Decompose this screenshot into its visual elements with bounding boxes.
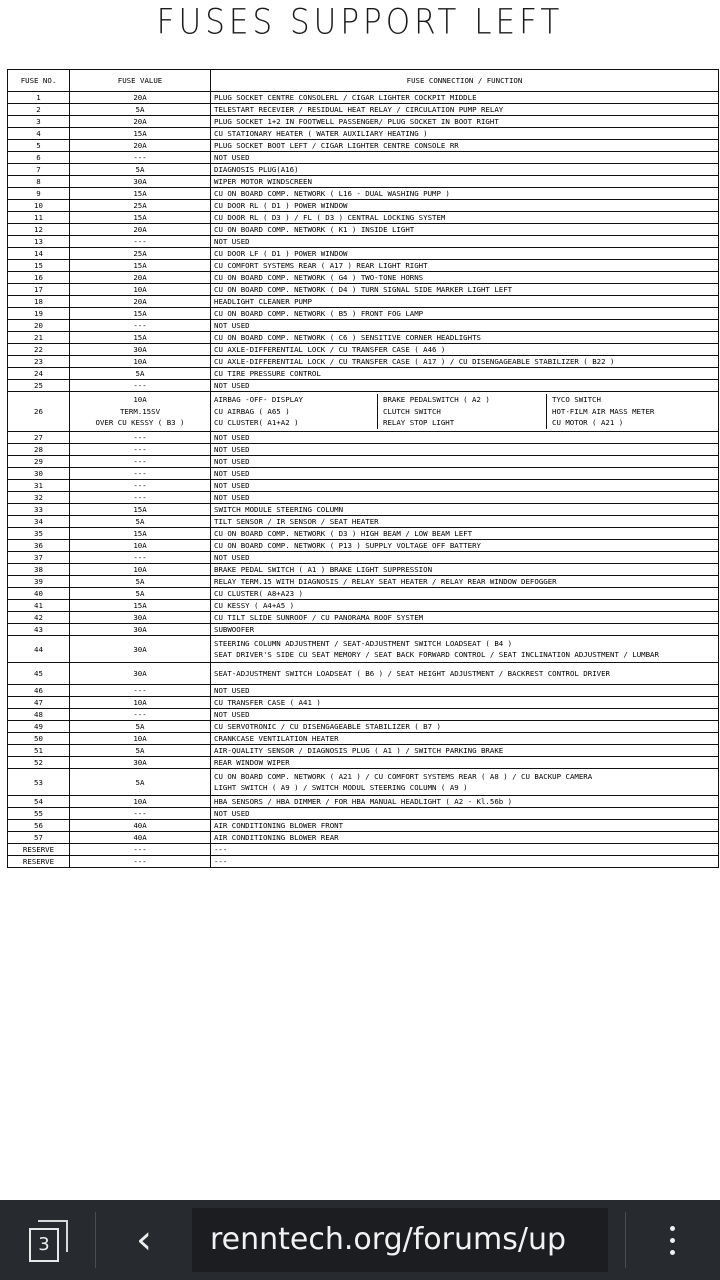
function-group (546, 394, 715, 429)
fuse-value: --- (70, 709, 211, 721)
fuse-function: AIR CONDITIONING BLOWER FRONT (211, 820, 719, 832)
fuse-number: 19 (8, 308, 70, 320)
fuse-value: --- (70, 492, 211, 504)
fuse-value: --- (70, 844, 211, 856)
table-row (8, 140, 719, 152)
fuse-number: 52 (8, 757, 70, 769)
table-header-row (8, 70, 719, 92)
fuse-number: 39 (8, 576, 70, 588)
fuse-function: NOT USED (211, 444, 719, 456)
function-line: CU AIRBAG ( A65 ) (214, 406, 290, 416)
fuse-value-line: 10A (133, 395, 147, 405)
function-line: TYCO SWITCH (552, 395, 601, 405)
fuse-function: TELESTART RECEVIER / RESIDUAL HEAT RELAY / CIRCULATION PUMP RELAY (211, 104, 719, 116)
table-row (8, 697, 719, 709)
fuse-value: 10A (70, 564, 211, 576)
fuse-number: 35 (8, 528, 70, 540)
table-row (8, 844, 719, 856)
fuse-number: 57 (8, 832, 70, 844)
overflow-menu-button[interactable] (660, 1218, 684, 1262)
table-row (8, 832, 719, 844)
fuse-number: 37 (8, 552, 70, 564)
fuse-number: 9 (8, 188, 70, 200)
fuse-value: 30A (70, 176, 211, 188)
table-row (8, 320, 719, 332)
fuse-function: NOT USED (211, 152, 719, 164)
fuse-number: 4 (8, 128, 70, 140)
fuse-function: CRANKCASE VENTILATION HEATER (211, 733, 719, 745)
table-row (8, 528, 719, 540)
table-row (8, 296, 719, 308)
fuse-value-line: OVER CU KESSY ( B3 ) (95, 418, 185, 428)
fuse-value: --- (70, 480, 211, 492)
header-fuse-connection: FUSE CONNECTION / FUNCTION (211, 70, 719, 92)
fuse-function: CU ON BOARD COMP. NETWORK ( C6 ) SENSITIVE CORNER HEADLIGHTS (211, 332, 719, 344)
fuse-function: CU DOOR RL ( D3 ) / FL ( D3 ) CENTRAL LOCKING SYSTEM (211, 212, 719, 224)
fuse-value: 5A (70, 164, 211, 176)
table-row (8, 757, 719, 769)
fuse-number: 33 (8, 504, 70, 516)
fuse-number: 6 (8, 152, 70, 164)
table-row (8, 576, 719, 588)
fuse-value: 5A (70, 576, 211, 588)
fuse-value: 15A (70, 504, 211, 516)
fuse-value: --- (70, 685, 211, 697)
fuse-value: 10A (70, 733, 211, 745)
fuse-value: 10A (70, 284, 211, 296)
address-bar[interactable] (192, 1208, 608, 1272)
fuse-number: RESERVE (8, 856, 70, 868)
fuse-number: 48 (8, 709, 70, 721)
fuse-number: 3 (8, 116, 70, 128)
fuse-function: NOT USED (211, 380, 719, 392)
fuse-table-container (7, 69, 718, 868)
menu-dot-icon (670, 1226, 675, 1231)
fuse-number: 25 (8, 380, 70, 392)
table-row (8, 733, 719, 745)
table-row (8, 480, 719, 492)
fuse-number: 42 (8, 612, 70, 624)
table-row (8, 552, 719, 564)
fuse-number: 16 (8, 272, 70, 284)
fuse-function: CU DOOR RL ( D1 ) POWER WINDOW (211, 200, 719, 212)
table-row (8, 624, 719, 636)
table-row (8, 284, 719, 296)
fuse-function (211, 769, 719, 796)
fuse-function: SEAT-ADJUSTMENT SWITCH LOADSEAT ( B6 ) / SEAT HEIGHT ADJUSTMENT / BACKREST CONTROL DRIVER (211, 663, 719, 685)
fuse-function: CU SERVOTRONIC / CU DISENGAGEABLE STABILIZER ( B7 ) (211, 721, 719, 733)
function-line: CU CLUSTER( A1+A2 ) (214, 418, 299, 428)
fuse-function: CU ON BOARD COMP. NETWORK ( B5 ) FRONT FOG LAMP (211, 308, 719, 320)
fuse-number: 2 (8, 104, 70, 116)
fuse-value: 20A (70, 296, 211, 308)
fuse-number: 53 (8, 769, 70, 796)
table-row (8, 176, 719, 188)
fuse-value (70, 392, 211, 432)
fuse-value: 30A (70, 612, 211, 624)
fuse-number: 41 (8, 600, 70, 612)
fuse-number: 12 (8, 224, 70, 236)
fuse-value: 10A (70, 796, 211, 808)
fuse-value: 15A (70, 260, 211, 272)
fuse-number: 23 (8, 356, 70, 368)
fuse-number: 21 (8, 332, 70, 344)
fuse-function: CU COMFORT SYSTEMS REAR ( A17 ) REAR LIGHT RIGHT (211, 260, 719, 272)
fuse-value: 25A (70, 200, 211, 212)
fuse-value: 40A (70, 820, 211, 832)
page-title: FUSES SUPPORT LEFT (156, 2, 564, 43)
fuse-number: 28 (8, 444, 70, 456)
table-row (8, 721, 719, 733)
fuse-function: CU DOOR LF ( D1 ) POWER WINDOW (211, 248, 719, 260)
fuse-function: CU ON BOARD COMP. NETWORK ( P13 ) SUPPLY VOLTAGE OFF BATTERY (211, 540, 719, 552)
fuse-number: 26 (8, 392, 70, 432)
fuse-value: 5A (70, 769, 211, 796)
fuse-number: 47 (8, 697, 70, 709)
fuse-number: 32 (8, 492, 70, 504)
fuse-number: 31 (8, 480, 70, 492)
fuse-function: NOT USED (211, 456, 719, 468)
fuse-function: CU CLUSTER( A8+A23 ) (211, 588, 719, 600)
table-row (8, 188, 719, 200)
table-row (8, 212, 719, 224)
table-row (8, 820, 719, 832)
menu-dot-icon (670, 1238, 675, 1243)
table-row (8, 380, 719, 392)
fuse-function: NOT USED (211, 320, 719, 332)
fuse-number: 29 (8, 456, 70, 468)
table-row (8, 504, 719, 516)
browser-bottom-bar (0, 1200, 720, 1280)
fuse-value: --- (70, 236, 211, 248)
table-row (8, 540, 719, 552)
fuse-function: CU ON BOARD COMP. NETWORK ( L16 - DUAL WASHING PUMP ) (211, 188, 719, 200)
fuse-number: 14 (8, 248, 70, 260)
fuse-function: DIAGNOSIS PLUG(A16) (211, 164, 719, 176)
fuse-number: 46 (8, 685, 70, 697)
fuse-number: 54 (8, 796, 70, 808)
fuse-function (211, 636, 719, 663)
table-row (8, 260, 719, 272)
fuse-value: 10A (70, 356, 211, 368)
menu-dot-icon (670, 1250, 675, 1255)
table-row (8, 600, 719, 612)
fuse-value: --- (70, 444, 211, 456)
fuse-function: CU KESSY ( A4+A5 ) (211, 600, 719, 612)
header-fuse-no: FUSE NO. (8, 70, 70, 92)
back-button[interactable] (126, 1218, 162, 1262)
fuse-value: 10A (70, 540, 211, 552)
table-row (8, 368, 719, 380)
fuse-value: 5A (70, 721, 211, 733)
fuse-number: 8 (8, 176, 70, 188)
fuse-value: 15A (70, 600, 211, 612)
fuse-number: 43 (8, 624, 70, 636)
table-row (8, 92, 719, 104)
fuse-function: NOT USED (211, 709, 719, 721)
fuse-function: NOT USED (211, 480, 719, 492)
fuse-function: BRAKE PEDAL SWITCH ( A1 ) BRAKE LIGHT SUPPRESSION (211, 564, 719, 576)
tab-count: 3 (29, 1228, 59, 1262)
table-row (8, 856, 719, 868)
fuse-value: 25A (70, 248, 211, 260)
fuse-function: CU TRANSFER CASE ( A41 ) (211, 697, 719, 709)
fuse-number: 11 (8, 212, 70, 224)
table-row (8, 344, 719, 356)
fuse-function: NOT USED (211, 552, 719, 564)
divider (625, 1212, 626, 1268)
fuse-value: 20A (70, 272, 211, 284)
function-line: HOT-FILM AIR MASS METER (552, 406, 655, 416)
fuse-number: 49 (8, 721, 70, 733)
fuse-number: 56 (8, 820, 70, 832)
fuse-number: 17 (8, 284, 70, 296)
table-row (8, 796, 719, 808)
fuse-function: HEADLIGHT CLEANER PUMP (211, 296, 719, 308)
table-row (8, 685, 719, 697)
fuse-number: 51 (8, 745, 70, 757)
fuse-value: 30A (70, 757, 211, 769)
function-line: LIGHT SWITCH ( A9 ) / SWITCH MODUL STEERING COLUMN ( A9 ) (214, 783, 468, 792)
fuse-function: PLUG SOCKET CENTRE CONSOLERL / CIGAR LIGHTER COCKPIT MIDDLE (211, 92, 719, 104)
fuse-number: 13 (8, 236, 70, 248)
table-row (8, 745, 719, 757)
fuse-number: 34 (8, 516, 70, 528)
function-line: CU ON BOARD COMP. NETWORK ( A21 ) / CU COMFORT SYSTEMS REAR ( A8 ) / CU BACKUP CAMERA (214, 771, 593, 781)
fuse-value: 15A (70, 212, 211, 224)
table-row (8, 663, 719, 685)
table-row (8, 356, 719, 368)
table-row (8, 456, 719, 468)
url-text: renntech.org/forums/up (210, 1222, 567, 1257)
fuse-value: 5A (70, 368, 211, 380)
fuse-value: --- (70, 456, 211, 468)
fuse-value: 15A (70, 528, 211, 540)
fuse-value-line: TERM.15SV (119, 406, 161, 416)
fuse-function: CU STATIONARY HEATER ( WATER AUXILIARY HEATING ) (211, 128, 719, 140)
fuse-number: 5 (8, 140, 70, 152)
fuse-function: CU ON BOARD COMP. NETWORK ( D4 ) TURN SIGNAL SIDE MARKER LIGHT LEFT (211, 284, 719, 296)
fuse-number: 38 (8, 564, 70, 576)
fuse-number: 44 (8, 636, 70, 663)
table-row (8, 808, 719, 820)
table-row (8, 224, 719, 236)
table-row (8, 104, 719, 116)
fuse-value: --- (70, 552, 211, 564)
fuse-value: --- (70, 380, 211, 392)
table-row (8, 516, 719, 528)
table-row (8, 564, 719, 576)
fuse-number: 7 (8, 164, 70, 176)
fuse-value: 20A (70, 116, 211, 128)
function-line: SEAT DRIVER'S SIDE CU SEAT MEMORY / SEAT BACK FORWARD CONTROL / SEAT INCLINATION ADJUSTMENT / LUMBAR (214, 650, 659, 659)
divider (95, 1212, 96, 1268)
fuse-value: 40A (70, 832, 211, 844)
fuse-number: 30 (8, 468, 70, 480)
fuse-number: 45 (8, 663, 70, 685)
function-group (214, 394, 377, 429)
fuse-value: 10A (70, 697, 211, 709)
table-row (8, 612, 719, 624)
table-row (8, 152, 719, 164)
fuse-value: 30A (70, 624, 211, 636)
fuse-value: 5A (70, 104, 211, 116)
fuse-function: NOT USED (211, 432, 719, 444)
fuse-function: AIR-QUALITY SENSOR / DIAGNOSIS PLUG ( A1 ) / SWITCH PARKING BRAKE (211, 745, 719, 757)
chevron-left-icon: ‹ (136, 1217, 152, 1263)
function-line: CLUTCH SWITCH (383, 406, 441, 416)
fuse-number: 27 (8, 432, 70, 444)
table-row (8, 116, 719, 128)
fuse-number: 15 (8, 260, 70, 272)
table-row (8, 332, 719, 344)
fuse-value: 15A (70, 128, 211, 140)
fuse-number: 18 (8, 296, 70, 308)
fuse-function: NOT USED (211, 492, 719, 504)
fuse-function: CU ON BOARD COMP. NETWORK ( G4 ) TWO-TONE HORNS (211, 272, 719, 284)
table-row (8, 164, 719, 176)
fuse-number: 10 (8, 200, 70, 212)
fuse-table (7, 69, 719, 868)
function-line: AIRBAG -OFF- DISPLAY (214, 395, 303, 405)
fuse-function: AIR CONDITIONING BLOWER REAR (211, 832, 719, 844)
table-row (8, 588, 719, 600)
fuse-value: 15A (70, 188, 211, 200)
fuse-value: 5A (70, 745, 211, 757)
fuse-function: --- (211, 856, 719, 868)
fuse-number: 1 (8, 92, 70, 104)
fuse-value: --- (70, 808, 211, 820)
header-fuse-value: FUSE VALUE (70, 70, 211, 92)
fuse-function: NOT USED (211, 468, 719, 480)
fuse-function: CU AXLE-DIFFERENTIAL LOCK / CU TRANSFER CASE ( A46 ) (211, 344, 719, 356)
fuse-function: SUBWOOFER (211, 624, 719, 636)
fuse-function: CU AXLE-DIFFERENTIAL LOCK / CU TRANSFER CASE ( A17 ) / CU DISENGAGEABLE STABILIZER ( B22 ) (211, 356, 719, 368)
fuse-function (211, 392, 719, 432)
fuse-number: 36 (8, 540, 70, 552)
fuse-value: 30A (70, 663, 211, 685)
table-row (8, 468, 719, 480)
fuse-value: 15A (70, 332, 211, 344)
fuse-value: --- (70, 468, 211, 480)
fuse-function: HBA SENSORS / HBA DIMMER / FOR HBA MANUAL HEADLIGHT ( A2 - Kl.56b ) (211, 796, 719, 808)
fuse-value: 15A (70, 308, 211, 320)
table-row (8, 272, 719, 284)
fuse-value: 20A (70, 140, 211, 152)
fuse-number: 24 (8, 368, 70, 380)
fuse-function: NOT USED (211, 808, 719, 820)
fuse-value: 30A (70, 344, 211, 356)
fuse-value: --- (70, 320, 211, 332)
fuse-value: 5A (70, 588, 211, 600)
table-row (8, 444, 719, 456)
function-line: RELAY STOP LIGHT (383, 418, 455, 428)
fuse-function: SWITCH MODULE STEERING COLUMN (211, 504, 719, 516)
fuse-number: 22 (8, 344, 70, 356)
fuse-function: CU TIRE PRESSURE CONTROL (211, 368, 719, 380)
fuse-function: PLUG SOCKET 1+2 IN FOOTWELL PASSENGER/ PLUG SOCKET IN BOOT RIGHT (211, 116, 719, 128)
function-line: BRAKE PEDALSWITCH ( A2 ) (383, 395, 490, 405)
table-row (8, 769, 719, 796)
fuse-function: WIPER MOTOR WINDSCREEN (211, 176, 719, 188)
fuse-function: PLUG SOCKET BOOT LEFT / CIGAR LIGHTER CENTRE CONSOLE RR (211, 140, 719, 152)
fuse-number: 55 (8, 808, 70, 820)
fuse-value: --- (70, 152, 211, 164)
fuse-number: 40 (8, 588, 70, 600)
fuse-function: CU TILT SLIDE SUNROOF / CU PANORAMA ROOF SYSTEM (211, 612, 719, 624)
function-line: CU MOTOR ( A21 ) (552, 418, 624, 428)
fuse-function: --- (211, 844, 719, 856)
table-row (8, 492, 719, 504)
fuse-function: CU ON BOARD COMP. NETWORK ( D3 ) HIGH BEAM / LOW BEAM LEFT (211, 528, 719, 540)
fuse-value: --- (70, 432, 211, 444)
fuse-number: RESERVE (8, 844, 70, 856)
table-row (8, 236, 719, 248)
fuse-value: 20A (70, 92, 211, 104)
tabs-button[interactable] (26, 1220, 70, 1264)
fuse-value: --- (70, 856, 211, 868)
fuse-function: CU ON BOARD COMP. NETWORK ( K1 ) INSIDE LIGHT (211, 224, 719, 236)
function-group (377, 394, 546, 429)
table-row (8, 432, 719, 444)
table-row (8, 200, 719, 212)
fuse-function: REAR WINDOW WIPER (211, 757, 719, 769)
fuse-value: 5A (70, 516, 211, 528)
fuse-function: NOT USED (211, 685, 719, 697)
fuse-value: 30A (70, 636, 211, 663)
fuse-number: 20 (8, 320, 70, 332)
table-row (8, 128, 719, 140)
table-row (8, 709, 719, 721)
table-row (8, 248, 719, 260)
fuse-number: 50 (8, 733, 70, 745)
fuse-function: RELAY TERM.15 WITH DIAGNOSIS / RELAY SEAT HEATER / RELAY REAR WINDOW DEFOGGER (211, 576, 719, 588)
fuse-value: 20A (70, 224, 211, 236)
function-line: STEERING COLUMN ADJUSTMENT / SEAT-ADJUSTMENT SWITCH LOADSEAT ( B4 ) (214, 638, 513, 648)
table-row (8, 636, 719, 663)
table-row (8, 308, 719, 320)
fuse-function: NOT USED (211, 236, 719, 248)
table-row (8, 392, 719, 432)
fuse-function: TILT SENSOR / IR SENSOR / SEAT HEATER (211, 516, 719, 528)
